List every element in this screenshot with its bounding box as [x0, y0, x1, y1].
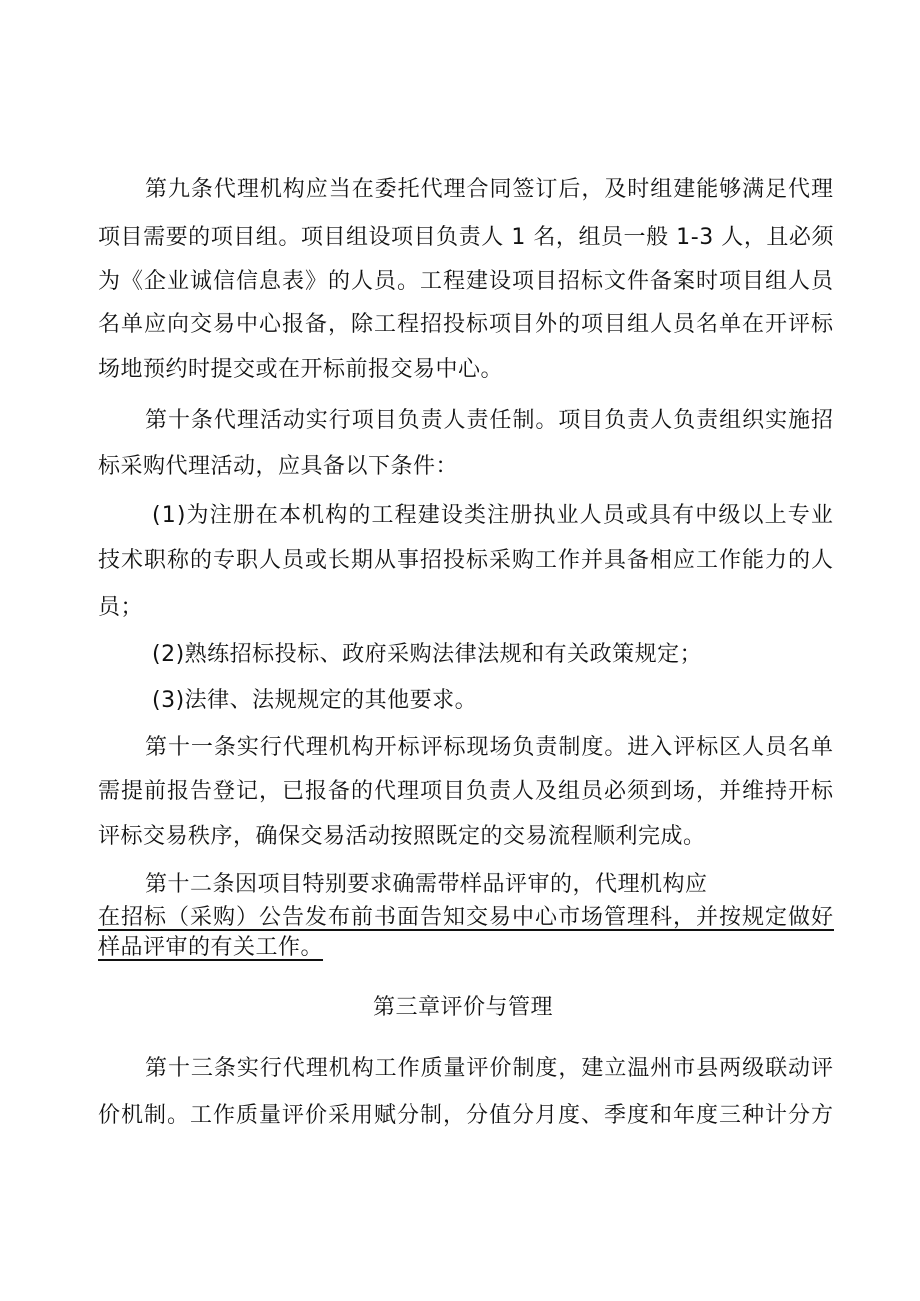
article-12-line-2: 在招标（采购）公告发布前书面告知交易中心市场管理科，并按规定做好 — [98, 905, 834, 930]
article-9-line-5: 场地预约时提交或在开标前报交易中心。 — [98, 357, 504, 382]
article-11-line-2: 需提前报告登记，已报备的代理项目负责人及组员必须到场，并维持开标 — [98, 779, 834, 804]
chapter-3-heading: 第三章评价与管理 — [373, 995, 554, 1020]
condition-2: (2)熟练招标投标、政府采购法律法规和有关政策规定； — [152, 642, 703, 667]
condition-1-line-3: 员； — [98, 595, 144, 620]
article-13-line-2: 价机制。工作质量评价采用赋分制，分值分月度、季度和年度三种计分方 — [98, 1103, 834, 1128]
article-10-line-2: 标采购代理活动，应具备以下条件： — [98, 454, 459, 479]
article-9-line-4: 名单应向交易中心报备，除工程招投标项目外的项目组人员名单在开评标 — [98, 312, 834, 337]
condition-3: (3)法律、法规规定的其他要求。 — [152, 688, 478, 713]
article-9-line-2: 项目需要的项目组。项目组设项目负责人 1 名，组员一般 1-3 人，且必须 — [98, 225, 834, 250]
article-12-line-1: 第十二条因项目特别要求确需带样品评审的，代理机构应 — [145, 872, 708, 897]
article-13-line-1: 第十三条实行代理机构工作质量评价制度，建立温州市县两级联动评 — [145, 1056, 834, 1081]
article-11-line-3: 评标交易秩序，确保交易活动按照既定的交易流程顺利完成。 — [98, 824, 706, 849]
article-10-line-1: 第十条代理活动实行项目负责人责任制。项目负责人负责组织实施招 — [145, 408, 834, 433]
article-11-line-1: 第十一条实行代理机构开标评标现场负责制度。进入评标区人员名单 — [145, 735, 834, 760]
article-9-line-3: 为《企业诚信信息表》的人员。工程建设项目招标文件备案时项目组人员 — [98, 269, 834, 294]
article-9-line-1: 第九条代理机构应当在委托代理合同签订后，及时组建能够满足代理 — [145, 177, 834, 202]
condition-1-line-1: (1)为注册在本机构的工程建设类注册执业人员或具有中级以上专业 — [152, 503, 834, 528]
article-12-line-3: 样品评审的有关工作。 — [98, 935, 324, 960]
condition-1-line-2: 技术职称的专职人员或长期从事招投标采购工作并具备相应工作能力的人 — [98, 548, 834, 573]
